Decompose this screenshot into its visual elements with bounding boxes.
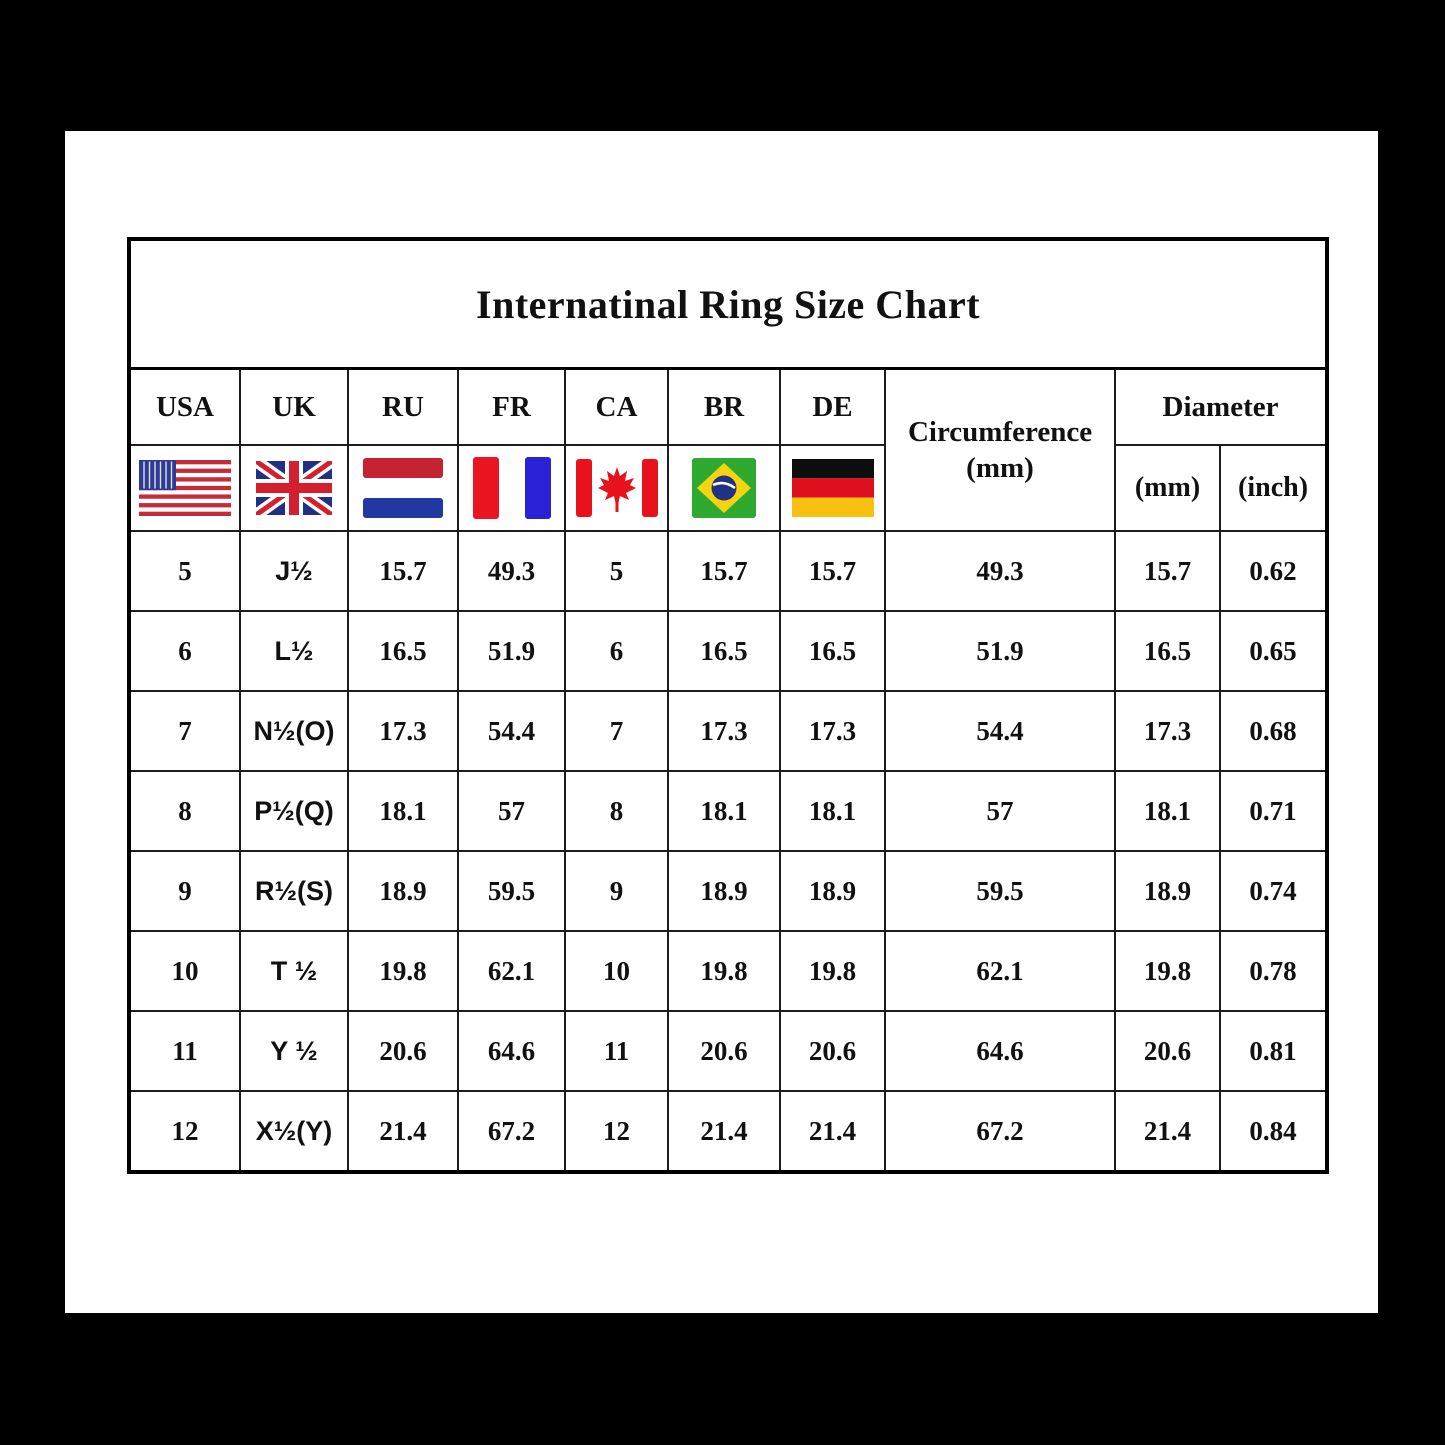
cell-diameter-mm: 15.7 bbox=[1115, 531, 1220, 611]
cell-ca-size: 6 bbox=[565, 611, 668, 691]
header-cell-diameter: Diameter bbox=[1115, 369, 1327, 446]
header-cell-de: DE bbox=[780, 369, 885, 446]
cell-usa-size: 9 bbox=[129, 851, 240, 931]
cell-diameter-inch: 0.68 bbox=[1220, 691, 1327, 771]
cell-ca-size: 11 bbox=[565, 1011, 668, 1091]
de-flag-icon bbox=[792, 459, 874, 517]
br-flag-icon bbox=[692, 458, 756, 518]
header-row bbox=[129, 369, 1327, 446]
cell-usa-size: 11 bbox=[129, 1011, 240, 1091]
cell-fr-size: 51.9 bbox=[458, 611, 565, 691]
cell-br-size: 19.8 bbox=[668, 931, 780, 1011]
cell-circumference: 57 bbox=[885, 771, 1115, 851]
chart-page bbox=[65, 131, 1378, 1313]
cell-ru-size: 18.1 bbox=[348, 771, 458, 851]
cell-ru-size: 20.6 bbox=[348, 1011, 458, 1091]
cell-diameter-mm: 21.4 bbox=[1115, 1091, 1220, 1172]
cell-ca-size: 12 bbox=[565, 1091, 668, 1172]
cell-ca-size: 7 bbox=[565, 691, 668, 771]
header-cell-uk: UK bbox=[240, 369, 348, 446]
cell-ca-size: 10 bbox=[565, 931, 668, 1011]
flag-row bbox=[129, 445, 1327, 531]
page-title: Internatinal Ring Size Chart bbox=[129, 239, 1327, 369]
cell-diameter-inch: 0.62 bbox=[1220, 531, 1327, 611]
cell-diameter-mm: 18.1 bbox=[1115, 771, 1220, 851]
cell-de-size: 16.5 bbox=[780, 611, 885, 691]
cell-diameter-inch: 0.78 bbox=[1220, 931, 1327, 1011]
cell-uk-size: N½(O) bbox=[240, 691, 348, 771]
cell-ca-size: 9 bbox=[565, 851, 668, 931]
cell-usa-size: 6 bbox=[129, 611, 240, 691]
cell-de-size: 18.9 bbox=[780, 851, 885, 931]
title-row bbox=[129, 239, 1327, 369]
cell-uk-size: L½ bbox=[240, 611, 348, 691]
cell-diameter-mm: 19.8 bbox=[1115, 931, 1220, 1011]
cell-circumference: 54.4 bbox=[885, 691, 1115, 771]
cell-diameter-mm: 16.5 bbox=[1115, 611, 1220, 691]
table-row bbox=[129, 611, 1327, 691]
cell-diameter-inch: 0.74 bbox=[1220, 851, 1327, 931]
cell-diameter-mm: 18.9 bbox=[1115, 851, 1220, 931]
cell-circumference: 64.6 bbox=[885, 1011, 1115, 1091]
cell-circumference: 67.2 bbox=[885, 1091, 1115, 1172]
cell-br-size: 18.1 bbox=[668, 771, 780, 851]
cell-ca-size: 8 bbox=[565, 771, 668, 851]
ca-flag-icon bbox=[572, 457, 662, 519]
cell-ca-size: 5 bbox=[565, 531, 668, 611]
cell-diameter-inch: 0.84 bbox=[1220, 1091, 1327, 1172]
cell-ru-size: 19.8 bbox=[348, 931, 458, 1011]
cell-circumference: 51.9 bbox=[885, 611, 1115, 691]
cell-diameter-mm: 20.6 bbox=[1115, 1011, 1220, 1091]
header-cell-circumference bbox=[885, 369, 1115, 532]
circumference-unit: (mm) bbox=[966, 452, 1034, 484]
cell-uk-size: P½(Q) bbox=[240, 771, 348, 851]
cell-br-size: 16.5 bbox=[668, 611, 780, 691]
flag-cell-uk bbox=[240, 445, 348, 531]
diameter-mm-header: (mm) bbox=[1115, 445, 1220, 531]
table-row bbox=[129, 531, 1327, 611]
table-row bbox=[129, 771, 1327, 851]
header-cell-ru: RU bbox=[348, 369, 458, 446]
flag-cell-ru bbox=[348, 445, 458, 531]
cell-ru-size: 17.3 bbox=[348, 691, 458, 771]
header-cell-fr: FR bbox=[458, 369, 565, 446]
cell-ru-size: 18.9 bbox=[348, 851, 458, 931]
cell-ru-size: 16.5 bbox=[348, 611, 458, 691]
cell-uk-size: R½(S) bbox=[240, 851, 348, 931]
cell-uk-size: T ½ bbox=[240, 931, 348, 1011]
table-row bbox=[129, 691, 1327, 771]
cell-ru-size: 15.7 bbox=[348, 531, 458, 611]
cell-fr-size: 59.5 bbox=[458, 851, 565, 931]
cell-diameter-inch: 0.65 bbox=[1220, 611, 1327, 691]
table-row bbox=[129, 931, 1327, 1011]
cell-br-size: 21.4 bbox=[668, 1091, 780, 1172]
fr-flag-icon bbox=[473, 457, 551, 519]
cell-fr-size: 54.4 bbox=[458, 691, 565, 771]
cell-fr-size: 49.3 bbox=[458, 531, 565, 611]
table-row bbox=[129, 1091, 1327, 1172]
flag-cell-ca bbox=[565, 445, 668, 531]
cell-uk-size: J½ bbox=[240, 531, 348, 611]
cell-usa-size: 7 bbox=[129, 691, 240, 771]
cell-usa-size: 10 bbox=[129, 931, 240, 1011]
ru-flag-icon bbox=[363, 458, 443, 518]
diameter-inch-header: (inch) bbox=[1220, 445, 1327, 531]
cell-fr-size: 62.1 bbox=[458, 931, 565, 1011]
cell-br-size: 20.6 bbox=[668, 1011, 780, 1091]
ring-size-table bbox=[127, 237, 1329, 1174]
cell-fr-size: 67.2 bbox=[458, 1091, 565, 1172]
cell-uk-size: Y ½ bbox=[240, 1011, 348, 1091]
flag-cell-usa bbox=[129, 445, 240, 531]
cell-diameter-mm: 17.3 bbox=[1115, 691, 1220, 771]
cell-br-size: 17.3 bbox=[668, 691, 780, 771]
cell-circumference: 49.3 bbox=[885, 531, 1115, 611]
cell-diameter-inch: 0.81 bbox=[1220, 1011, 1327, 1091]
cell-usa-size: 8 bbox=[129, 771, 240, 851]
circumference-label: Circumference bbox=[907, 415, 1093, 448]
cell-usa-size: 5 bbox=[129, 531, 240, 611]
cell-fr-size: 57 bbox=[458, 771, 565, 851]
cell-circumference: 62.1 bbox=[885, 931, 1115, 1011]
cell-ru-size: 21.4 bbox=[348, 1091, 458, 1172]
flag-cell-fr bbox=[458, 445, 565, 531]
cell-de-size: 15.7 bbox=[780, 531, 885, 611]
flag-cell-br bbox=[668, 445, 780, 531]
cell-de-size: 18.1 bbox=[780, 771, 885, 851]
usa-flag-icon bbox=[139, 460, 231, 516]
cell-diameter-inch: 0.71 bbox=[1220, 771, 1327, 851]
cell-de-size: 19.8 bbox=[780, 931, 885, 1011]
table-row bbox=[129, 851, 1327, 931]
cell-br-size: 15.7 bbox=[668, 531, 780, 611]
header-cell-usa: USA bbox=[129, 369, 240, 446]
header-cell-br: BR bbox=[668, 369, 780, 446]
cell-de-size: 21.4 bbox=[780, 1091, 885, 1172]
flag-cell-de bbox=[780, 445, 885, 531]
cell-br-size: 18.9 bbox=[668, 851, 780, 931]
cell-de-size: 17.3 bbox=[780, 691, 885, 771]
cell-uk-size: X½(Y) bbox=[240, 1091, 348, 1172]
cell-fr-size: 64.6 bbox=[458, 1011, 565, 1091]
cell-de-size: 20.6 bbox=[780, 1011, 885, 1091]
cell-usa-size: 12 bbox=[129, 1091, 240, 1172]
uk-flag-icon bbox=[256, 461, 332, 515]
table-row bbox=[129, 1011, 1327, 1091]
cell-circumference: 59.5 bbox=[885, 851, 1115, 931]
header-cell-ca: CA bbox=[565, 369, 668, 446]
